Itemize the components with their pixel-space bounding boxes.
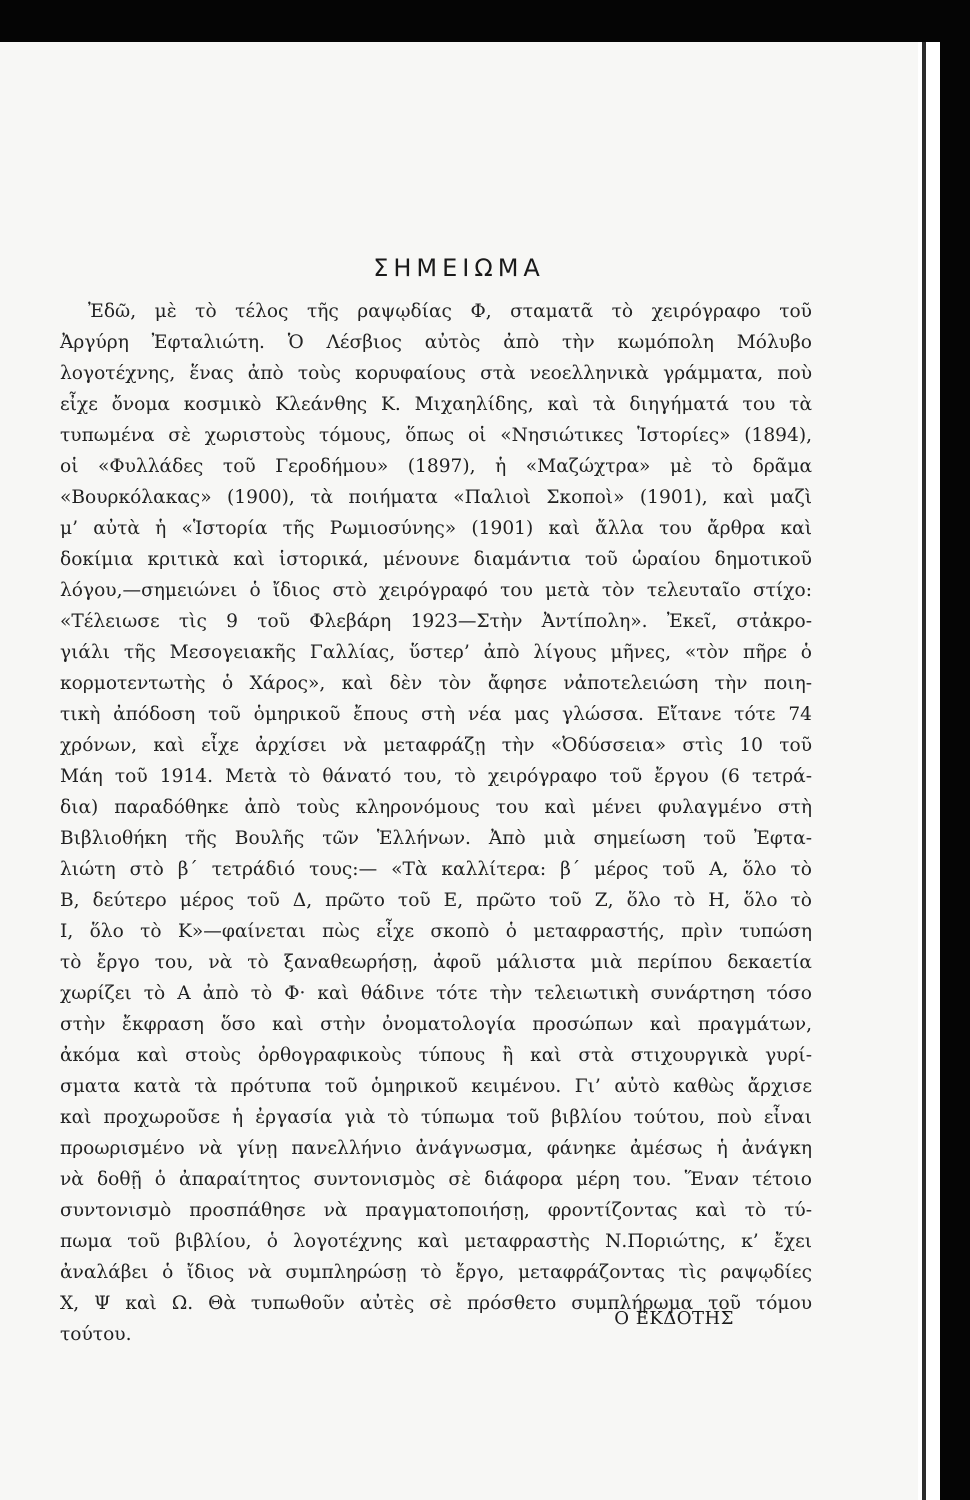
text-line: οἱ «Φυλλάδες τοῦ Γεροδήμου» (1897), ἡ «Μαζώχτρα» μὲ τὸ δρᾶμα <box>60 456 812 477</box>
text-line: δια) παραδόθηκε ἀπὸ τοὺς κληρονόμους του καὶ μένει φυλαγμένο στὴ <box>60 797 812 818</box>
text-line: δοκίμια κριτικὰ καὶ ἱστορικά, μένουνε διαμάντια τοῦ ὡραίου δημοτικοῦ <box>60 549 812 570</box>
text-line: Μάη τοῦ 1914. Μετὰ τὸ θάνατό του, τὸ χειρόγραφο τοῦ ἔργου (6 τετρά- <box>60 766 812 787</box>
text-line: Ἐδῶ, μὲ τὸ τέλος τῆς ραψῳδίας Φ, σταματᾶ τὸ χειρόγραφο τοῦ <box>88 301 812 322</box>
text-line: σματα κατὰ τὰ πρότυπα τοῦ ὁμηρικοῦ κειμένου. Γι’ αὐτὸ καθὼς ἄρχισε <box>60 1076 812 1097</box>
book-page <box>0 42 918 1500</box>
text-line: χρόνων, καὶ εἶχε ἀρχίσει νὰ μεταφράζῃ τὴν «Ὀδύσσεια» στὶς 10 τοῦ <box>60 735 812 756</box>
text-line: Χ, Ψ καὶ Ω. Θὰ τυπωθοῦν αὐτὲς σὲ πρόσθετο συμπλήρωμα τοῦ τόμου <box>60 1293 812 1314</box>
scan-top-border <box>0 0 970 42</box>
text-line: συντονισμὸ προσπάθησε νὰ πραγματοποιήσῃ, φροντίζοντας καὶ τὸ τύ- <box>60 1200 812 1221</box>
text-line: τούτου. <box>60 1324 132 1345</box>
publisher-signature: Ο ΕΚΔΟΤΗΣ <box>614 1308 734 1329</box>
text-line: εἶχε ὄνομα κοσμικὸ Κλεάνθης Κ. Μιχαηλίδης, καὶ τὰ διηγήματά του τὰ <box>60 394 812 415</box>
scan-right-border <box>940 0 970 1500</box>
text-line: κορμοτεντωτὴς ὁ Χάρος», καὶ δὲν τὸν ἄφησε νἀποτελειώση τὴν ποιη- <box>60 673 812 694</box>
text-line: λόγου,—σημειώνει ὁ ἴδιος στὸ χειρόγραφό του μετὰ τὸν τελευταῖο στίχο: <box>60 580 812 601</box>
text-line: χωρίζει τὸ Α ἀπὸ τὸ Φ· καὶ θάδινε τότε τὴν τελειωτικὴ συνάρτηση τόσο <box>60 983 812 1004</box>
body-text <box>60 296 812 1350</box>
text-line: τυπωμένα σὲ χωριστοὺς τόμους, ὅπως οἱ «Νησιώτικες Ἱστορίες» (1894), <box>60 425 812 446</box>
text-line: στὴν ἔκφραση ὅσο καὶ στὴν ὀνοματολογία προσώπων καὶ πραγμάτων, <box>60 1014 812 1035</box>
text-line: «Βουρκόλακας» (1900), τὰ ποιήματα «Παλιοὶ Σκοποὶ» (1901), καὶ μαζὶ <box>60 487 812 508</box>
text-line: μ’ αὐτὰ ἡ «Ἱστορία τῆς Ρωμιοσύνης» (1901) καὶ ἄλλα του ἄρθρα καὶ <box>60 518 812 539</box>
text-line: τικὴ ἀπόδοση τοῦ ὁμηρικοῦ ἔπους στὴ νέα μας γλώσσα. Εἴτανε τότε 74 <box>60 704 812 725</box>
text-line: πωμα τοῦ βιβλίου, ὁ λογοτέχνης καὶ μεταφραστὴς Ν.Ποριώτης, κ’ ἔχει <box>60 1231 812 1252</box>
text-line: Β, δεύτερο μέρος τοῦ Δ, πρῶτο τοῦ Ε, πρῶτο τοῦ Ζ, ὅλο τὸ Η, ὅλο τὸ <box>60 890 812 911</box>
text-line: λογοτέχνης, ἕνας ἀπὸ τοὺς κορυφαίους στὰ νεοελληνικὰ γράμματα, ποὺ <box>60 363 812 384</box>
text-line: Ἀργύρη Ἐφταλιώτη. Ὁ Λέσβιος αὐτὸς ἀπὸ τὴν κωμόπολη Μόλυβο <box>60 332 812 353</box>
text-line: προωρισμένο νὰ γίνῃ πανελλήνιο ἀνάγνωσμα, φάνηκε ἀμέσως ἡ ἀνάγκη <box>60 1138 812 1159</box>
text-line: ἀναλάβει ὁ ἴδιος νὰ συμπληρώσῃ τὸ ἔργο, μεταφράζοντας τὶς ραψῳδίες <box>60 1262 812 1283</box>
page-title: ΣΗΜΕΙΩΜΑ <box>373 254 545 282</box>
text-line: Ι, ὅλο τὸ Κ»—φαίνεται πὼς εἶχε σκοπὸ ὁ μεταφραστής, πρὶν τυπώση <box>60 921 812 942</box>
text-line: τὸ ἔργο του, νὰ τὸ ξαναθεωρήσῃ, ἀφοῦ μάλιστα μιὰ περίπου δεκαετία <box>60 952 812 973</box>
text-line: ἀκόμα καὶ στοὺς ὀρθογραφικοὺς τύπους ἢ καὶ στὰ στιχουργικὰ γυρί- <box>60 1045 812 1066</box>
page-edge-shadow <box>922 42 926 1500</box>
text-line: Βιβλιοθήκη τῆς Βουλῆς τῶν Ἑλλήνων. Ἀπὸ μιὰ σημείωση τοῦ Ἐφτα- <box>60 828 812 849</box>
text-line: «Τέλειωσε τὶς 9 τοῦ Φλεβάρη 1923—Στὴν Ἀντίπολη». Ἐκεῖ, στἀκρο- <box>60 611 812 632</box>
text-line: νὰ δοθῇ ὁ ἀπαραίτητος συντονισμὸς σὲ διάφορα μέρη του. Ἕναν τέτοιο <box>60 1169 812 1190</box>
text-line: λιώτη στὸ β΄ τετράδιό τους:— «Τὰ καλλίτερα: β΄ μέρος τοῦ Α, ὅλο τὸ <box>60 859 812 880</box>
text-line: γιάλι τῆς Μεσογειακῆς Γαλλίας, ὕστερ’ ἀπὸ λίγους μῆνες, «τὸν πῆρε ὁ <box>60 642 812 663</box>
text-line: καὶ προχωροῦσε ἡ ἐργασία γιὰ τὸ τύπωμα τοῦ βιβλίου τούτου, ποὺ εἶναι <box>60 1107 812 1128</box>
